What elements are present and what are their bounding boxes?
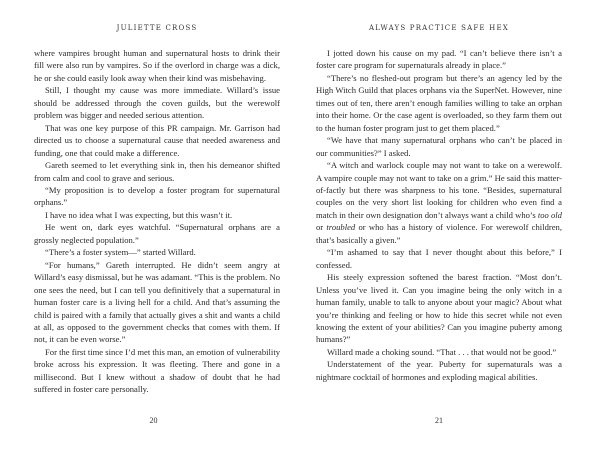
text-run: “A witch and warlock couple may not want to take on a werewolf. A vampire couple may not want to take on a grim.” He said this matter-of-factly but there was sharpness to his tone. “Besides, supernatural couples on the very short list looking for children who even find a match in their own designation don’t always want a child who’s [316,160,562,220]
paragraph: That was one key purpose of this PR campaign. Mr. Garrison had directed us to choose a supernatural cause that needed awareness and funding, one that could make a difference. [34,122,280,158]
paragraph [316,159,562,246]
paragraph: “I’m ashamed to say that I never thought about this before,” I confessed. [316,247,562,270]
paragraph: Gareth seemed to let everything sink in, then his demeanor shifted from calm and cool to grave and serious. [34,160,280,183]
emphasis-text: too old [537,209,562,220]
paragraph: I jotted down his cause on my pad. “I can’t believe there isn’t a foster care program for supernaturals already in place.” [316,48,562,71]
paragraph: “There’s a foster system—” started Willard. [45,247,196,258]
paragraph: “There’s no fleshed-out program but there’s an agency led by the High Witch Guild that places orphans via the SuperNet. However, nine times out of ten, there aren’t enough families willing to take an orphan into their home. Or the case agent is overloaded, so they farm them out to the human foster program just to get them placed.” [316,72,562,133]
paragraph: For the first time since I’d met this man, an emotion of vulnerability broke across his expression. It was fleeting. There and gone in a millisecond. But I knew without a shadow of doubt that he had suffered in foster care personally. [34,346,280,395]
left-page-body [34,47,280,396]
paragraph: Understatement of the year. Puberty for supernaturals was a nightmare cocktail of hormones and exploding magical abilities. [316,359,562,382]
paragraph: His steely expression softened the barest fraction. “Most don’t. Unless you’ve lived it. Can you imagine being the only witch in a human family, unable to talk to anyone about your magic? About what you’re thinking and feeling or how to hide this secret while not even knowing the extent of your abilities? Can you imagine puberty among humans?” [316,272,562,345]
right-page-body [316,47,562,383]
page-number: 20 [149,416,158,425]
right-page [300,0,600,450]
paragraph: He went on, dark eyes watchful. “Supernatural orphans are a grossly neglected population.” [34,222,280,245]
paragraph: “We have that many supernatural orphans who can’t be placed in our communities?” I asked. [316,135,562,158]
running-head-author: JULIETTE CROSS [116,24,198,32]
running-head-title: ALWAYS PRACTICE SAFE HEX [369,24,509,32]
page-number: 21 [435,416,443,425]
text-run: or who has a history of violence. For werewolf children, that’s basically a given.” [316,222,562,245]
paragraph: I have no idea what I was expecting, but this wasn’t it. [45,209,233,220]
paragraph: Still, I thought my cause was more immediate. Willard’s issue should be addressed through the coven guilds, but the werewolf problem was bigger and needed serious attention. [34,85,280,121]
paragraph: “For humans,” Gareth interrupted. He didn’t seem angry at Willard’s easy dismissal, but he was adamant. “This is the problem. No one sees the need, but I can tell you definitively that a supernatural in human foster care is a living hell for a child. And that’s assuming the child is paired with a family that actually gives a shit and wants a child at all, as opposed to the government checks that comes with them. If not, it can be even worse.” [34,259,280,345]
paragraph: “My proposition is to develop a foster program for supernatural orphans.” [34,184,280,208]
paragraph: where vampires brought human and supernatural hosts to drink their fill were also run by vampires. So if the overlord in charge was a dick, he or she could easily look away when their kind was misbehaving. [34,48,280,83]
emphasis-text: troubled [326,222,356,233]
text-run: or [316,222,327,233]
paragraph: Willard made a choking sound. “That . . . that would not be good.” [327,346,557,357]
